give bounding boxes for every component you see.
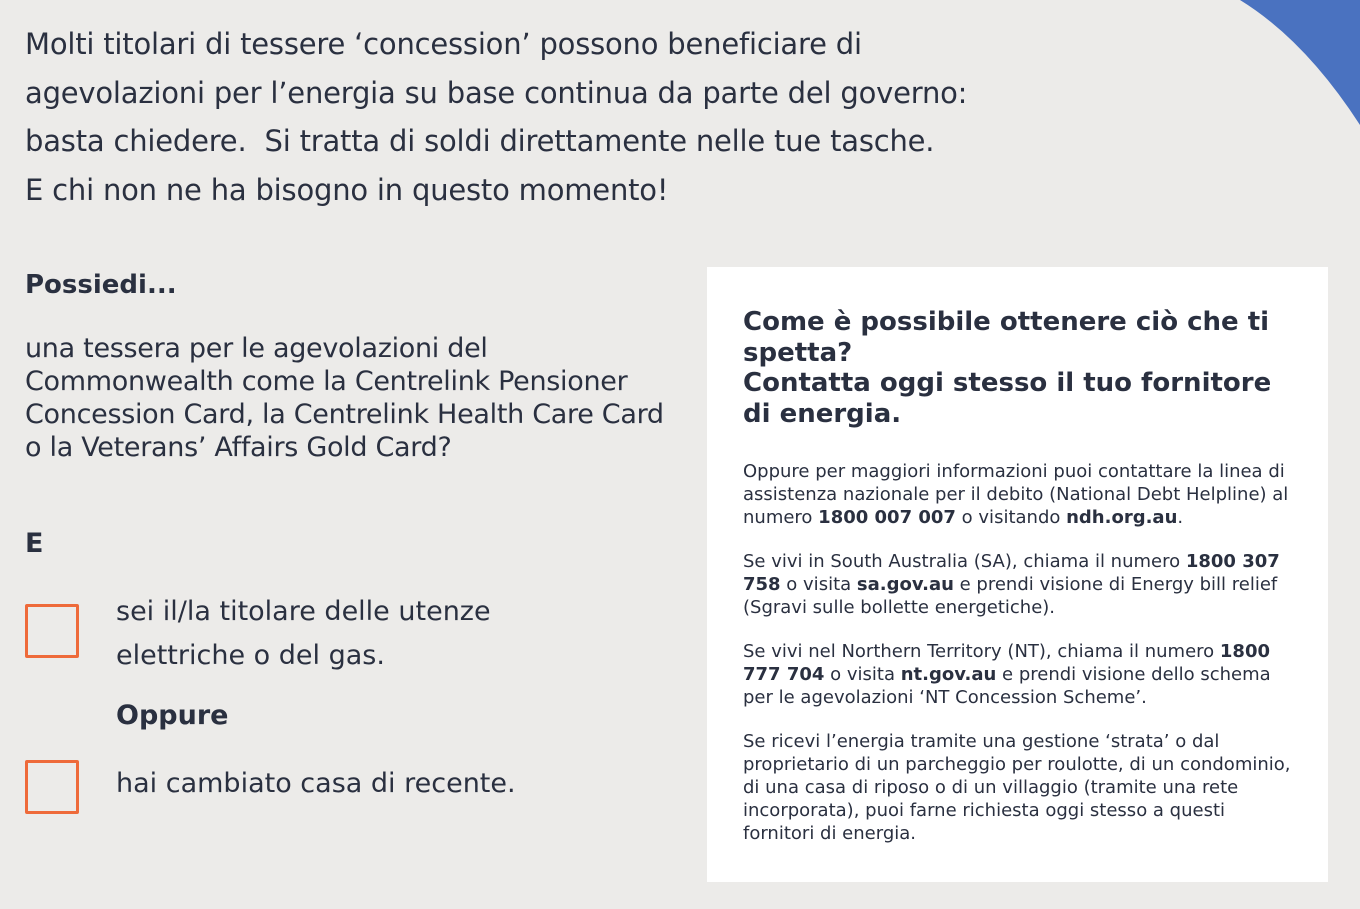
info-panel: [707, 267, 1328, 882]
moved-house-label: hai cambiato casa di recente.: [116, 768, 516, 799]
intro-line-4: E chi non ne ha bisogno in questo momento!: [25, 172, 669, 207]
sa-text-b: o visita: [780, 574, 857, 595]
sa-website: sa.gov.au: [856, 574, 954, 595]
ndh-text-c: .: [1177, 507, 1184, 528]
account-holder-label: sei il/la titolare delle utenze elettriche o del gas.: [116, 596, 491, 671]
panel-heading-line-2: Contatta oggi stesso il tuo fornitore di energia.: [743, 368, 1272, 429]
and-label: E: [25, 528, 44, 559]
sa-text-a: Se vivi in South Australia (SA), chiama il numero: [743, 551, 1186, 572]
ndh-website: ndh.org.au: [1066, 507, 1178, 528]
or-label: Oppure: [116, 700, 229, 731]
intro-line-2: agevolazioni per l’energia su base continua da parte del governo:: [25, 75, 968, 110]
nt-text-b: o visita: [824, 664, 901, 685]
possiedi-heading: Possiedi...: [25, 270, 177, 300]
intro-line-1: Molti titolari di tessere ‘concession’ possono beneficiare di: [25, 27, 862, 61]
panel-heading: [743, 307, 1292, 429]
sa-text-c: e prendi visione di Energy bill relief (Sgravi sulle bollette energetiche).: [743, 574, 1278, 618]
nt-website: nt.gov.au: [900, 664, 997, 685]
ndh-phone: 1800 007 007: [818, 507, 956, 528]
corner-decoration: [1230, 0, 1360, 130]
intro-line-3: basta chiedere. Si tratta di soldi direttamente nelle tue tasche.: [25, 124, 935, 158]
panel-heading-line-1: Come è possibile ottenere ciò che ti spetta?: [743, 307, 1270, 368]
nt-paragraph: [743, 640, 1292, 709]
nt-text-c: e prendi visione dello schema per le agevolazioni ‘NT Concession Scheme’.: [743, 664, 1271, 708]
strata-paragraph: Se ricevi l’energia tramite una gestione ‘strata’ o dal proprietario di un parcheggio per roulotte, di un condominio, di una casa di riposo o di un villaggio (tramite una rete incorporata), puoi farne richiesta oggi stesso a questi fornitori di energia.: [743, 731, 1291, 844]
ndh-text-b: o visitando: [955, 507, 1067, 528]
ndh-paragraph: [743, 460, 1292, 529]
intro-text: [25, 20, 1105, 214]
moved-house-checkbox[interactable]: [25, 760, 79, 814]
ndh-text-a: Oppure per maggiori informazioni puoi contattare la linea di assistenza nazionale per il debito (National Debt Helpline) al numero: [743, 461, 1289, 528]
sa-phone: 1800 307 758: [743, 551, 1280, 595]
nt-phone: 1800 777 704: [743, 641, 1270, 685]
concession-card-question: una tessera per le agevolazioni del Commonwealth come la Centrelink Pensioner Concession Card, la Centrelink Health Care Card o la Veterans’ Affairs Gold Card?: [25, 333, 664, 463]
account-holder-checkbox[interactable]: [25, 604, 79, 658]
nt-text-a: Se vivi nel Northern Territory (NT), chiama il numero: [743, 641, 1220, 662]
sa-paragraph: [743, 550, 1292, 619]
